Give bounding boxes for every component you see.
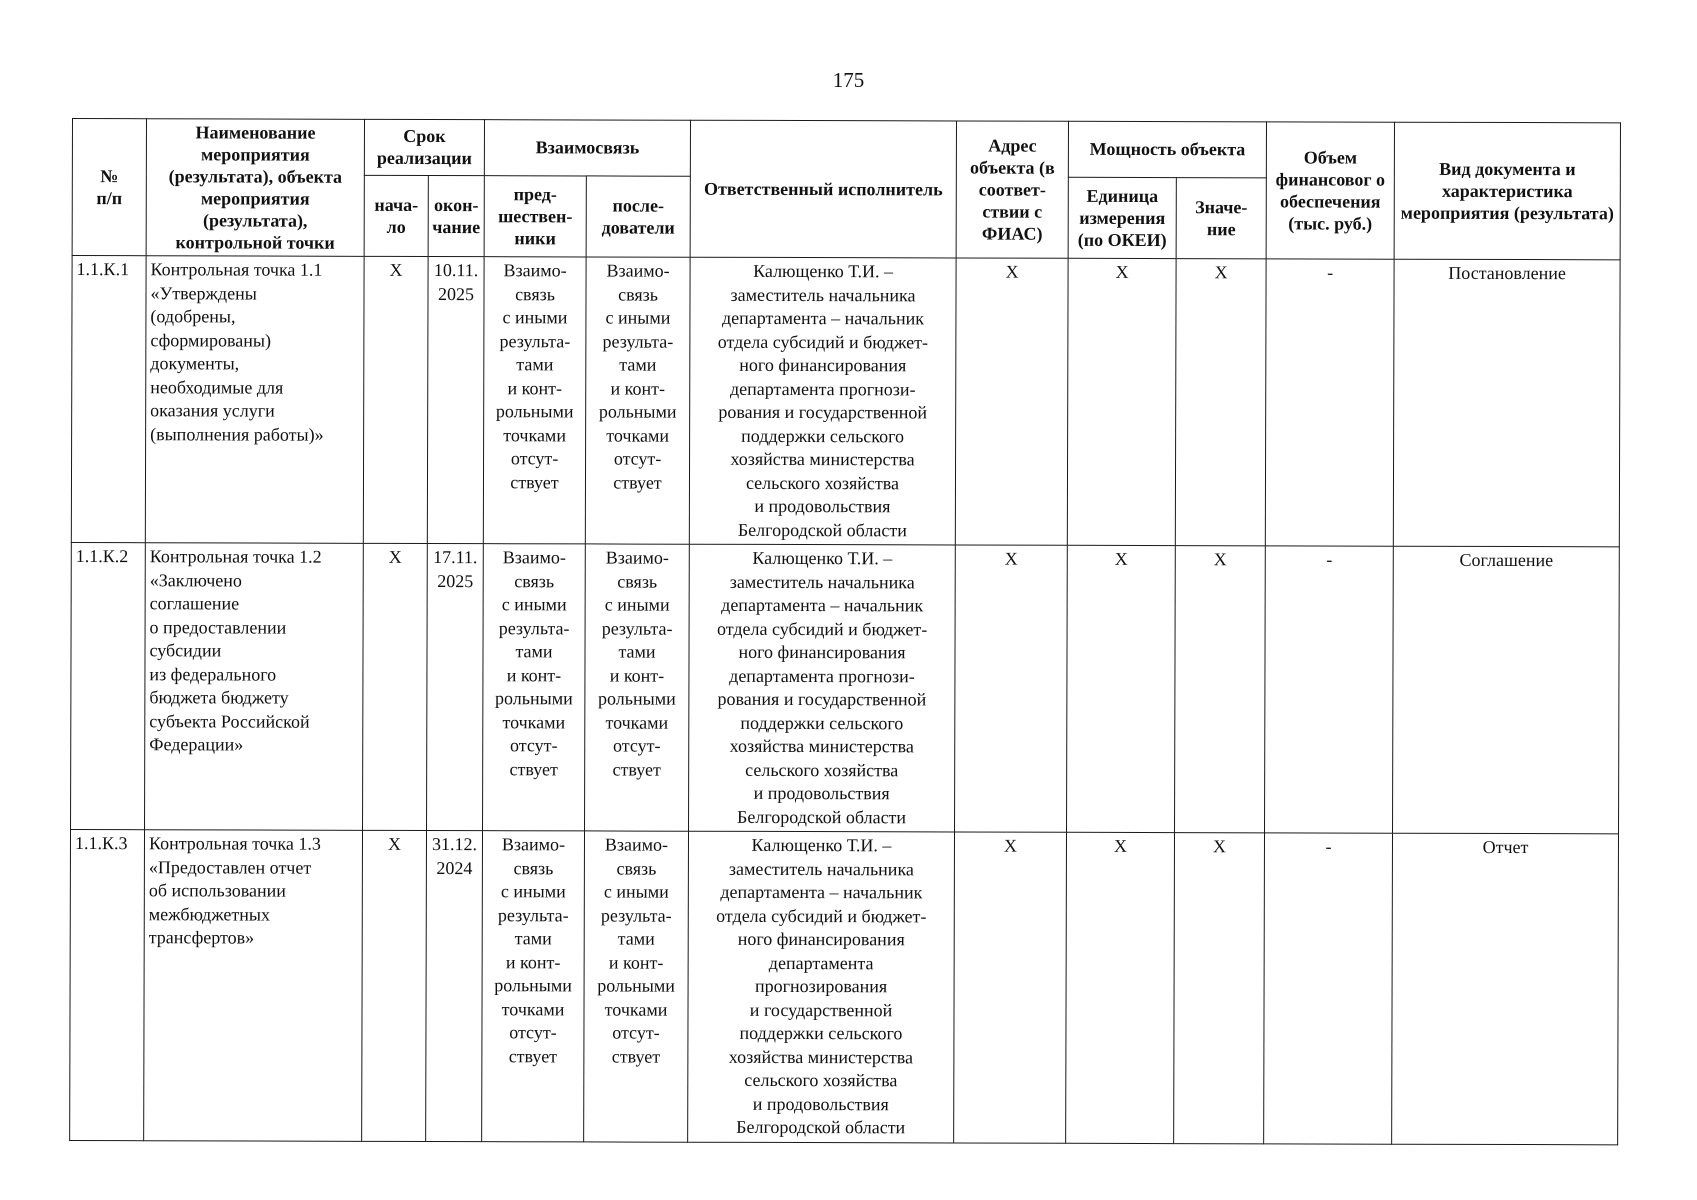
control-points-table	[69, 118, 1621, 1145]
row-responsible: Калющенко Т.И. – заместитель начальника департамента – начальник отдела субсидий и бюджет- ного финансирования департамента прогнози- рования и государственной поддержки сельского хозяйства министерства сельского хозяйства и продовольствия Белгородской области	[689, 257, 956, 545]
row-end: 10.11. 2025	[427, 256, 484, 543]
header-name: Наименование мероприятия (результата), объекта мероприятия (результата), контрольной точки	[146, 119, 364, 257]
row-responsible: Калющенко Т.И. – заместитель начальника департамента – начальник отдела субсидий и бюджет- ного финансирования департамента прогнозирования и государственной поддержки сельского хозяйства министерства сельского хозяйства и продовольствия Белгородской области	[688, 831, 955, 1142]
row-address: X	[954, 832, 1067, 1143]
row-start: X	[363, 543, 428, 830]
header-address: Адрес объекта (в соответ-ствии с ФИАС)	[956, 121, 1068, 258]
header-relation: Взаимосвязь	[484, 120, 690, 177]
row-unit: X	[1067, 258, 1176, 545]
header-doc-type: Вид документа и характеристика мероприятия (результата)	[1394, 122, 1620, 260]
row-successors: Взаимо- связь с иными результа- тами и конт- рольными точками отсут- ствует	[585, 544, 690, 831]
table-row	[71, 542, 1620, 833]
header-relation-next: после- дователи	[586, 176, 690, 257]
row-start: X	[362, 830, 427, 1141]
row-address: X	[955, 258, 1068, 545]
row-predecessors: Взаимо- связь с иными результа- тами и конт- рольными точками отсут- ствует	[483, 257, 586, 544]
header-capacity-unit: Единица измерения (по ОКЕИ)	[1068, 177, 1176, 258]
header-term: Срок реализации	[364, 119, 484, 175]
row-value: X	[1175, 546, 1266, 833]
row-value: X	[1174, 833, 1265, 1144]
row-successors: Взаимо- связь с иными результа- тами и конт- рольными точками отсут- ствует	[585, 257, 690, 544]
row-name: Контрольная точка 1.3 «Предоставлен отчет об использовании межбюджетных трансфертов»	[144, 830, 363, 1141]
row-number: 1.1.К.3	[70, 829, 145, 1140]
row-end: 31.12. 2024	[426, 830, 483, 1141]
header-responsible: Ответственный исполнитель	[690, 120, 956, 258]
row-finance: -	[1264, 833, 1393, 1144]
header-finance: Объем финансовог о обеспечения (тыс. руб.)	[1266, 122, 1394, 259]
row-number: 1.1.К.1	[71, 256, 146, 543]
header-relation-prev: пред- шествен- ники	[484, 176, 586, 257]
table-header	[72, 119, 1620, 260]
row-unit: X	[1066, 832, 1175, 1143]
row-doc-type: Постановление	[1393, 259, 1620, 547]
header-term-end: окон- чание	[428, 175, 484, 256]
row-successors: Взаимо- связь с иными результа- тами и конт- рольными точками отсут- ствует	[584, 831, 689, 1142]
row-finance: -	[1265, 546, 1394, 833]
page-number: 175	[832, 68, 865, 92]
row-start: X	[363, 256, 428, 543]
header-capacity: Мощность объекта	[1068, 121, 1266, 177]
row-end: 17.11. 2025	[427, 543, 484, 830]
header-num: № п/п	[72, 119, 146, 256]
row-number: 1.1.К.2	[71, 542, 146, 829]
row-responsible: Калющенко Т.И. – заместитель начальника департамента – начальник отдела субсидий и бюджет- ного финансирования департамента прогнози- рования и государственной поддержки сельского хозяйства министерства сельского хозяйства и продовольствия Белгородской области	[689, 544, 956, 832]
header-capacity-value: Значе- ние	[1176, 178, 1266, 259]
row-finance: -	[1265, 259, 1394, 546]
table-row	[71, 256, 1620, 547]
row-predecessors: Взаимо- связь с иными результа- тами и конт- рольными точками отсут- ствует	[483, 544, 586, 831]
row-predecessors: Взаимо- связь с иными результа- тами и конт- рольными точками отсут- ствует	[482, 831, 585, 1142]
header-term-start: нача- ло	[364, 175, 428, 256]
row-address: X	[955, 545, 1068, 832]
row-doc-type: Отчет	[1392, 833, 1619, 1144]
row-unit: X	[1067, 545, 1176, 832]
row-name: Контрольная точка 1.2 «Заключено соглашение о предоставлении субсидии из федерального бюджета бюджету субъекта Российской Федерации»	[145, 543, 364, 831]
row-doc-type: Соглашение	[1393, 546, 1620, 834]
table-row	[70, 829, 1619, 1144]
row-value: X	[1175, 259, 1266, 546]
row-name: Контрольная точка 1.1 «Утверждены (одобрены, сформированы) документы, необходимые для оказания услуги (выполнения работы)»	[145, 256, 364, 544]
